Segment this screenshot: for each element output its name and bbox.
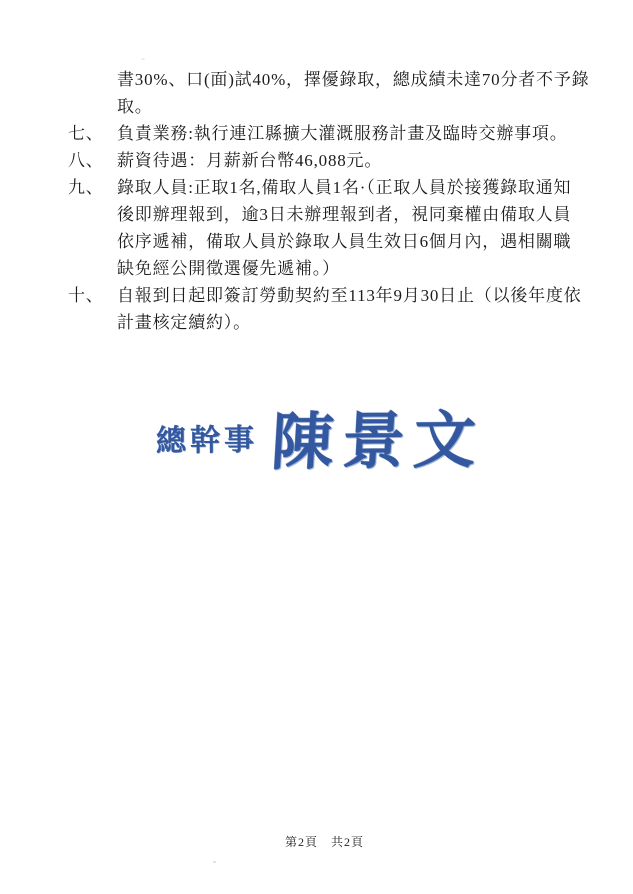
document-text-line: 缺免經公開徵選優先遞補。） xyxy=(117,259,340,278)
paragraph-lines xyxy=(117,282,582,336)
paragraph-lines xyxy=(117,147,578,174)
paragraph-lines xyxy=(117,66,590,120)
item-number-label: 十、 xyxy=(68,286,104,305)
document-body xyxy=(68,66,590,336)
scan-artifact xyxy=(213,861,216,863)
document-paragraph xyxy=(68,282,582,336)
document-text-line: 錄取人員:正取1名,備取人員1名·（正取人員於接獲錄取通知 xyxy=(117,178,572,197)
document-paragraph xyxy=(68,66,590,120)
paragraph-lines xyxy=(117,174,578,282)
scan-artifact xyxy=(141,58,145,60)
item-number-label: 七、 xyxy=(68,124,104,143)
document-paragraph xyxy=(68,120,578,147)
signature-title: 總幹事 xyxy=(155,423,259,458)
page-number: 第2頁 共2頁 xyxy=(284,835,364,849)
item-number-label: 九、 xyxy=(68,178,104,197)
document-paragraph xyxy=(68,147,578,174)
document-text-line: 計畫核定續約）。 xyxy=(117,313,251,332)
document-text-line: 依序遞補，備取人員於錄取人員生效日6個月內，遇相關職 xyxy=(117,232,572,251)
signature-name: 陳景文 xyxy=(269,406,487,478)
item-number-label: 八、 xyxy=(68,151,104,170)
document-text-line: 負責業務:執行連江縣擴大灌溉服務計畫及臨時交辦事項。 xyxy=(117,124,568,143)
document-text-line: 後即辦理報到，逾3日未辦理報到者，視同棄權由備取人員 xyxy=(117,205,572,224)
document-text-line: 自報到日起即簽訂勞動契約至113年9月30日止（以後年度依 xyxy=(117,286,582,305)
document-text-line: 書30%、口(面)試40%，擇優錄取，總成績未達70分者不予錄 xyxy=(117,70,590,89)
signature-block xyxy=(155,382,485,489)
document-paragraph xyxy=(68,174,578,282)
page-footer xyxy=(0,833,633,850)
paragraph-lines xyxy=(117,120,578,147)
document-text-line: 取。 xyxy=(117,97,153,116)
document-text-line: 薪資待遇：月薪新台幣46,088元。 xyxy=(117,151,383,170)
